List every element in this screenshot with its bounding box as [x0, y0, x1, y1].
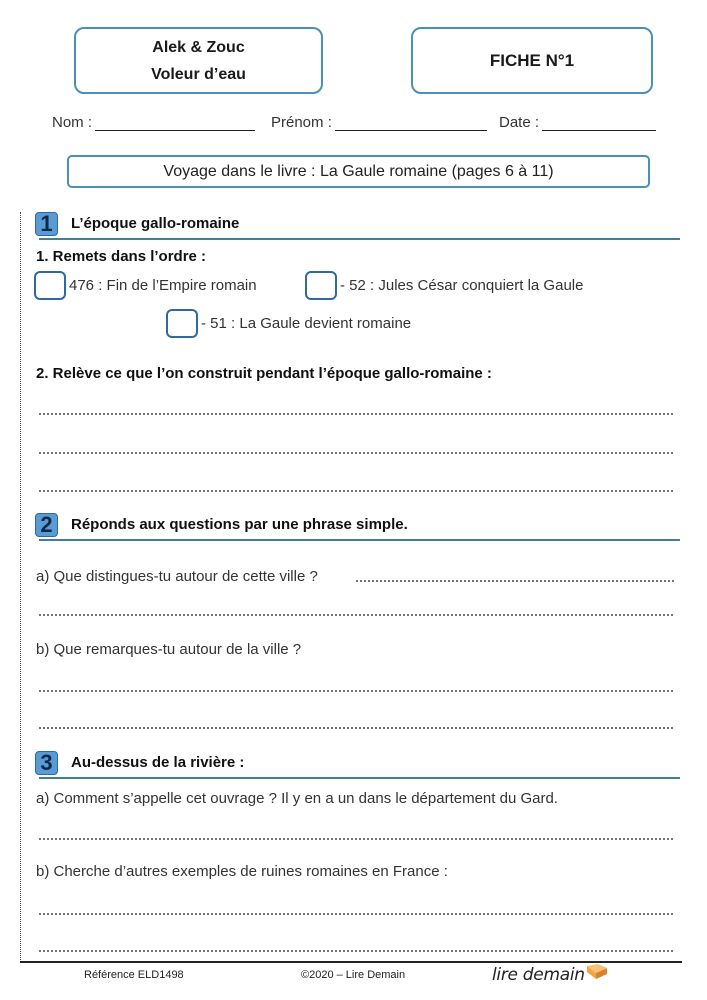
section-3-rule: [39, 777, 680, 779]
book-author: Alek & Zouc: [152, 38, 245, 56]
section-3-question-a: a) Comment s’appelle cet ouvrage ? Il y en a un dans le département du Gard.: [36, 790, 558, 807]
section-3-title: Au-dessus de la rivière :: [71, 754, 245, 771]
nom-input-line[interactable]: [95, 114, 255, 131]
lire-demain-logo: [492, 964, 608, 985]
left-margin-rule: [20, 212, 21, 960]
answer-line[interactable]: [38, 913, 674, 915]
section-2-question-b: b) Que remarques-tu autour de la ville ?: [36, 641, 302, 658]
section-1-rule: [39, 238, 680, 240]
answer-line[interactable]: [38, 614, 674, 616]
footer-copyright: ©2020 – Lire Demain: [301, 969, 406, 981]
order-item-1: [34, 271, 257, 300]
order-item-3: [166, 309, 411, 338]
logo-text: lire demain: [492, 964, 585, 985]
section-3-badge: 3: [35, 751, 58, 775]
book-title: Voleur d’eau: [151, 65, 246, 83]
prenom-label: Prénom :: [271, 114, 332, 131]
section-2-header: [35, 513, 680, 541]
voyage-text: Voyage dans le livre : La Gaule romaine (pages 6 à 11): [163, 162, 554, 180]
section-3-question-b: b) Cherche d’autres exemples de ruines romaines en France :: [36, 863, 448, 880]
answer-line[interactable]: [38, 727, 674, 729]
book-title-box: [74, 27, 323, 94]
prenom-input-line[interactable]: [335, 114, 487, 131]
sheet-number-box: [411, 27, 653, 94]
identity-row: [52, 114, 667, 136]
section-3-header: [35, 751, 680, 779]
answer-line[interactable]: [355, 580, 674, 582]
order-item-text: 476 : Fin de l’Empire romain: [69, 277, 257, 294]
voyage-banner: [67, 155, 650, 188]
book-icon: [586, 964, 608, 985]
answer-line[interactable]: [38, 838, 674, 840]
order-input-box[interactable]: [34, 271, 66, 300]
order-input-box[interactable]: [305, 271, 337, 300]
order-item-text: - 52 : Jules César conquiert la Gaule: [340, 277, 584, 294]
answer-line[interactable]: [38, 452, 674, 454]
date-label: Date :: [499, 114, 540, 131]
date-input-line[interactable]: [542, 114, 656, 131]
section-1-header: [35, 212, 680, 240]
order-input-box[interactable]: [166, 309, 198, 338]
section-2-question-a: a) Que distingues-tu autour de cette ville ?: [36, 568, 318, 585]
section-2-badge: 2: [35, 513, 58, 537]
order-item-text: - 51 : La Gaule devient romaine: [201, 315, 412, 332]
footer-divider: [20, 961, 682, 963]
section-1-badge: 1: [35, 212, 58, 236]
nom-field[interactable]: [52, 114, 255, 131]
q1-title: 1. Remets dans l’ordre :: [36, 248, 207, 265]
section-2-rule: [39, 539, 680, 541]
nom-label: Nom :: [52, 114, 93, 131]
answer-line[interactable]: [38, 950, 674, 952]
order-item-2: [305, 271, 583, 300]
footer-reference: Référence ELD1498: [84, 969, 184, 981]
section-1-title: L’époque gallo-romaine: [71, 215, 240, 232]
answer-line[interactable]: [38, 690, 674, 692]
date-field[interactable]: [499, 114, 656, 131]
answer-line[interactable]: [38, 413, 674, 415]
answer-line[interactable]: [38, 490, 674, 492]
sheet-label: FICHE N°1: [489, 51, 575, 70]
section-2-title: Réponds aux questions par une phrase simple.: [71, 516, 408, 533]
q2-title: 2. Relève ce que l’on construit pendant l’époque gallo-romaine :: [36, 365, 492, 382]
prenom-field[interactable]: [271, 114, 487, 131]
